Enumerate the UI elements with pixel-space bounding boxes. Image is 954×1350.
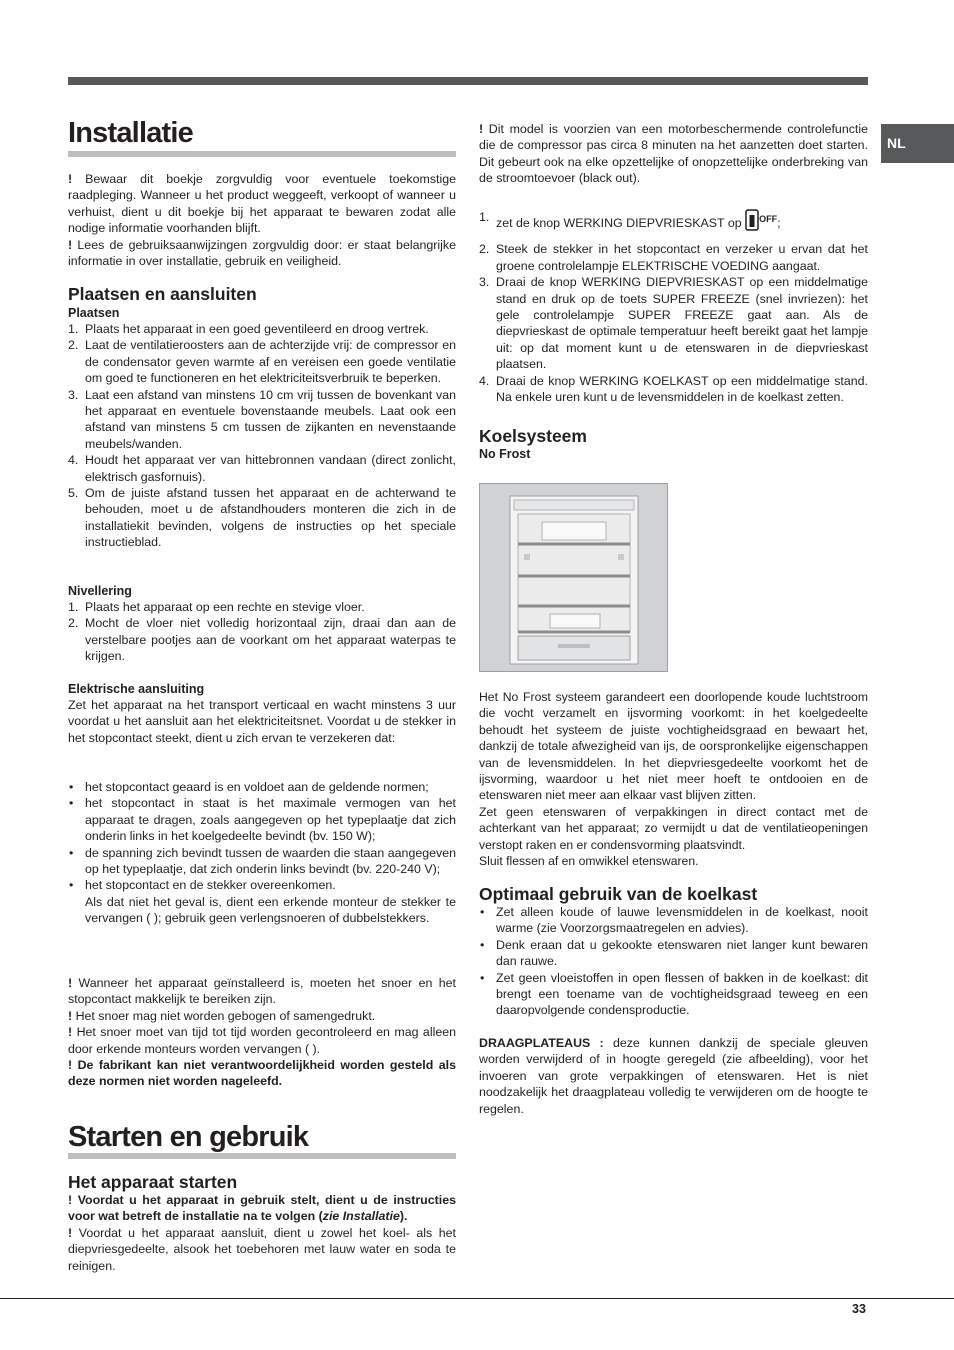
subheading-elektrisch: Elektrische aansluiting [68,682,205,696]
title-rule [68,1153,456,1159]
warning-1: Wanneer het apparaat geïnstalleerd is, moeten het snoer en het stopcontact makkelijk te bereiken zijn. [68,976,456,1007]
list-text: zet de knop WERKING DIEPVRIESKAST op [496,216,742,230]
list-number: 3. [479,275,490,290]
list-number: 4. [479,373,490,388]
bullet-text: de spanning zich bevindt tussen de waarden die staan aangegeven op het typeplaatje, dat zich onderin links bevindt (bv. 220-240 V); [85,845,456,877]
knob-off-icon [745,209,759,235]
list-number: 2. [479,242,490,257]
warning-4: De fabrikant kan niet verantwoordelijkheid worden gesteld als deze normen niet worden nageleefd. [68,1058,456,1089]
list-text: Plaats het apparaat op een rechte en stevige vloer. [85,600,365,614]
bullet-item [68,845,456,878]
bullet-icon: • [480,970,485,985]
start-steps-list [479,209,868,405]
bullet-item [68,795,456,844]
warning-mark: ! [68,1008,73,1023]
bullet-icon: • [69,796,74,811]
language-tab: NL [881,124,954,163]
off-label: OFF [759,213,778,224]
bullet-item [479,937,868,970]
nofrost-paragraph-2: Zet geen etenswaren of verpakkingen in direct contact met de achterkant van het apparaat; zo vermijdt u dat de ventilatieopeningen verstopt raken en er condensvorming plaatsvindt. [479,804,868,852]
heading-koelsysteem: Koelsysteem [479,426,587,446]
intro-paragraph-1: Bewaar dit boekje zorgvuldig voor eventuele toekomstige raadpleging. Wanneer u het product weggeeft, verkoopt of wanneer u verhuist, dient u dit boekje bij het apparaat te bewaren zodat alle nodige informatie voorhanden blijft. [68,172,456,236]
title-starten: Starten en gebruik [68,1121,309,1153]
warning-mark: ! [479,122,484,136]
list-item [68,615,456,664]
motor-paragraph: Dit model is voorzien van een motorbeschermende controlefunctie die de compressor pas circa 8 minuten na het aanzetten doet starten. Dit gebeurt ook na elke opzettelijke of onopzettelijke onderbreking van de stroomtoevoer (black out). [479,122,868,186]
warning-2: Het snoer mag niet worden gebogen of samengedrukt. [72,1008,376,1023]
bullet-text: Zet geen vloeistoffen in open flessen of bakken in de koelkast: dit brengt een toename van de vochtigheidsgraad teweeg en een daaropvolgende condensproductie. [496,970,868,1018]
intro-paragraph-2: Lees de gebruiksaanwijzingen zorgvuldig door: er staat belangrijke informatie in over installatie, gebruik en veiligheid. [68,237,456,269]
warning-mark: ! [68,1193,73,1207]
footer-rule [0,1298,954,1299]
intro-text [68,171,456,269]
list-item [68,321,456,337]
list-text: Draai de knop WERKING KOELKAST op een middelmatige stand. Na enkele uren kunt u de levensmiddelen in de koelkast zetten. [496,373,868,405]
draagplateaus-paragraph: deze kunnen dankzij de speciale gleuven worden verwijderd of in hoogte geregeld (zie afbeelding), voor het invoeren van grote verpakkingen of etenswaren. Het is niet noodzakelijk het draagplateau volledig te verwijderen om de hoogte te regelen. [479,1036,869,1116]
list-text-end: ; [777,216,781,230]
list-text: Om de juiste afstand tussen het apparaat en de achterwand te behouden, moet u de afstandhouders monteren die zich in de installatiekit bevinden, volgens de instructies op het speciale instructieblad. [85,486,456,550]
optimaal-list [479,904,868,1019]
bullet-text: het stopcontact in staat is het maximale vermogen van het apparaat te dragen, zoals aangegeven op het typeplaatje dat zich onderin links in het koelgedeelte bevindt (bv. 150 W); [85,796,456,844]
list-number: 1. [479,210,490,224]
heading-apparaat-starten: Het apparaat starten [68,1172,238,1192]
draagplateaus-label: DRAAGPLATEAUS : [479,1036,604,1050]
list-number: 5. [68,486,79,501]
draagplateaus-text [479,1035,868,1117]
bullet-text: Denk eraan dat u gekookte etenswaren niet langer kunt bewaren dan rauwe. [496,937,868,969]
top-bar [68,77,868,85]
title-rule [68,151,456,157]
bullet-item [68,877,456,926]
list-item [68,599,456,615]
heading-plaatsen-aansluiten: Plaatsen en aansluiten [68,284,257,304]
list-number: 3. [68,387,79,402]
nofrost-paragraph-1: Het No Frost systeem garandeert een doorlopende koude luchtstroom die vocht verzamelt en ijsvorming voorkomt: in het koelgedeelte behoudt het systeem de juiste vochtigheidsgraad en bewaart het, dankzij de totale afwezigheid van ijs, de oorspronkelijke eigenschappen van de levensmiddelen. In het diepvriesgedeelte voorkomt het de ijsvorming, waardoor u het niet meer hoeft te ontdooien en de etenswaren niet meer aan elkaar vast blijven zitten. [479,690,868,803]
warning-mark: ! [68,1225,73,1240]
list-number: 1. [68,600,79,614]
bullet-icon: • [69,845,74,860]
list-item [479,274,868,372]
warning-mark: ! [68,1058,73,1073]
nivellering-list [68,599,456,665]
bullet-icon: • [480,905,485,919]
warning-3: Het snoer moet van tijd tot tijd worden gecontroleerd en mag alleen door erkende monteurs worden vervangen ( ). [68,1025,456,1056]
start-paragraph-2: Voordat u het apparaat aansluit, dient u zowel het koel- als het diepvriesgedeelte, alsook het toebehoren met lauw water en soda te reinigen. [68,1225,456,1273]
subheading-nofrost: No Frost [479,447,531,461]
warning-mark: ! [68,1025,73,1040]
start-paragraph-1-end: ). [399,1209,408,1224]
fridge-interior-image [479,483,668,672]
nofrost-paragraph-3: Sluit flessen af en omwikkel etenswaren. [479,854,699,869]
list-number: 2. [68,616,79,631]
warning-mark: ! [68,237,73,252]
list-number: 4. [68,453,79,468]
list-number: 2. [68,338,79,353]
list-item [68,337,456,386]
list-text: Laat een afstand van minstens 10 cm vrij tussen de bovenkant van het apparaat en eventuele bovenstaande meubels. Laat ook een afstand van minstens 5 cm tussen de zijkanten en nevenstaande meubels/wanden. [85,387,456,451]
bullet-item [68,779,456,795]
heading-optimaal-gebruik: Optimaal gebruik van de koelkast [479,884,758,904]
list-item [68,387,456,453]
list-item [68,452,456,485]
warning-mark: ! [68,172,73,186]
list-text: Houdt het apparaat ver van hittebronnen vandaan (direct zonlicht, elektrisch gasfornuis). [85,453,456,484]
warnings [68,975,456,1090]
page-number: 33 [852,1302,866,1316]
bullet-text: het stopcontact en de stekker overeenkomen. Als dat niet het geval is, dient een erkende monteur de stekker te vervangen ( ); gebruik geen verlengsnoeren of dubbelstekkers. [85,878,456,926]
subheading-plaatsen: Plaatsen [68,306,120,320]
list-text: Plaats het apparaat in een goed geventileerd en droog vertrek. [85,322,429,336]
plaatsen-list [68,321,456,551]
bullet-text: Zet alleen koude of lauwe levensmiddelen in de koelkast, nooit warme (zie Voorzorgsmaatregelen en advies). [496,905,868,936]
bullet-icon: • [69,878,74,893]
start-paragraph-1: Voordat u het apparaat in gebruik stelt, dient u de instructies voor wat betreft de installatie na te volgen ( [68,1193,456,1224]
elektrisch-list [68,779,456,927]
nofrost-text [479,689,868,869]
title-installatie: Installatie [68,117,193,149]
bullet-icon: • [69,780,74,794]
elektrisch-intro: Zet het apparaat na het transport verticaal en wacht minstens 3 uur voordat u het aansluit aan het elektriciteitsnet. Voordat u de stekker in het stopcontact steekt, dient u zich ervan te verzekeren dat: [68,698,456,745]
list-text: Laat de ventilatieroosters aan de achterzijde vrij: de compressor en de condensator geven warmte af en vereisen een goede ventilatie om goed te functioneren en het elektriciteitsverbruik te beperken. [85,338,456,386]
list-text: Steek de stekker in het stopcontact en verzeker u ervan dat het groene controlelampje ELEKTRISCHE VOEDING aangaat. [496,242,868,273]
fridge-illustration [480,484,667,671]
list-text: Mocht de vloer niet volledig horizontaal zijn, draai dan aan de verstelbare pootjes aan de voorkant om het apparaat waterpas te krijgen. [85,616,456,664]
list-item [479,373,868,406]
bullet-text: het stopcontact geaard is en voldoet aan de geldende normen; [85,780,429,794]
motor-text [479,121,868,187]
list-number: 1. [68,322,79,336]
warning-mark: ! [68,976,73,990]
bullet-item [479,970,868,1019]
list-item [68,485,456,551]
list-text: Draai de knop WERKING DIEPVRIESKAST op een middelmatige stand en druk op de toets SUPER FREEZE (snel invriezen): het gele controlelampje SUPER FREEZE gaat aan. Als de diepvrieskast de optimale temperatuur heeft bereikt gaat het lampje uit: op dat moment kunt u de etenswaren in de diepvrieskast plaatsen. [496,275,868,372]
list-item [479,241,868,274]
bullet-icon: • [480,937,485,952]
bullet-item [479,904,868,937]
start-text [68,1192,456,1274]
list-item [479,209,868,235]
subheading-nivellering: Nivellering [68,584,132,598]
start-italic-ref: zie Installatie [322,1209,400,1224]
